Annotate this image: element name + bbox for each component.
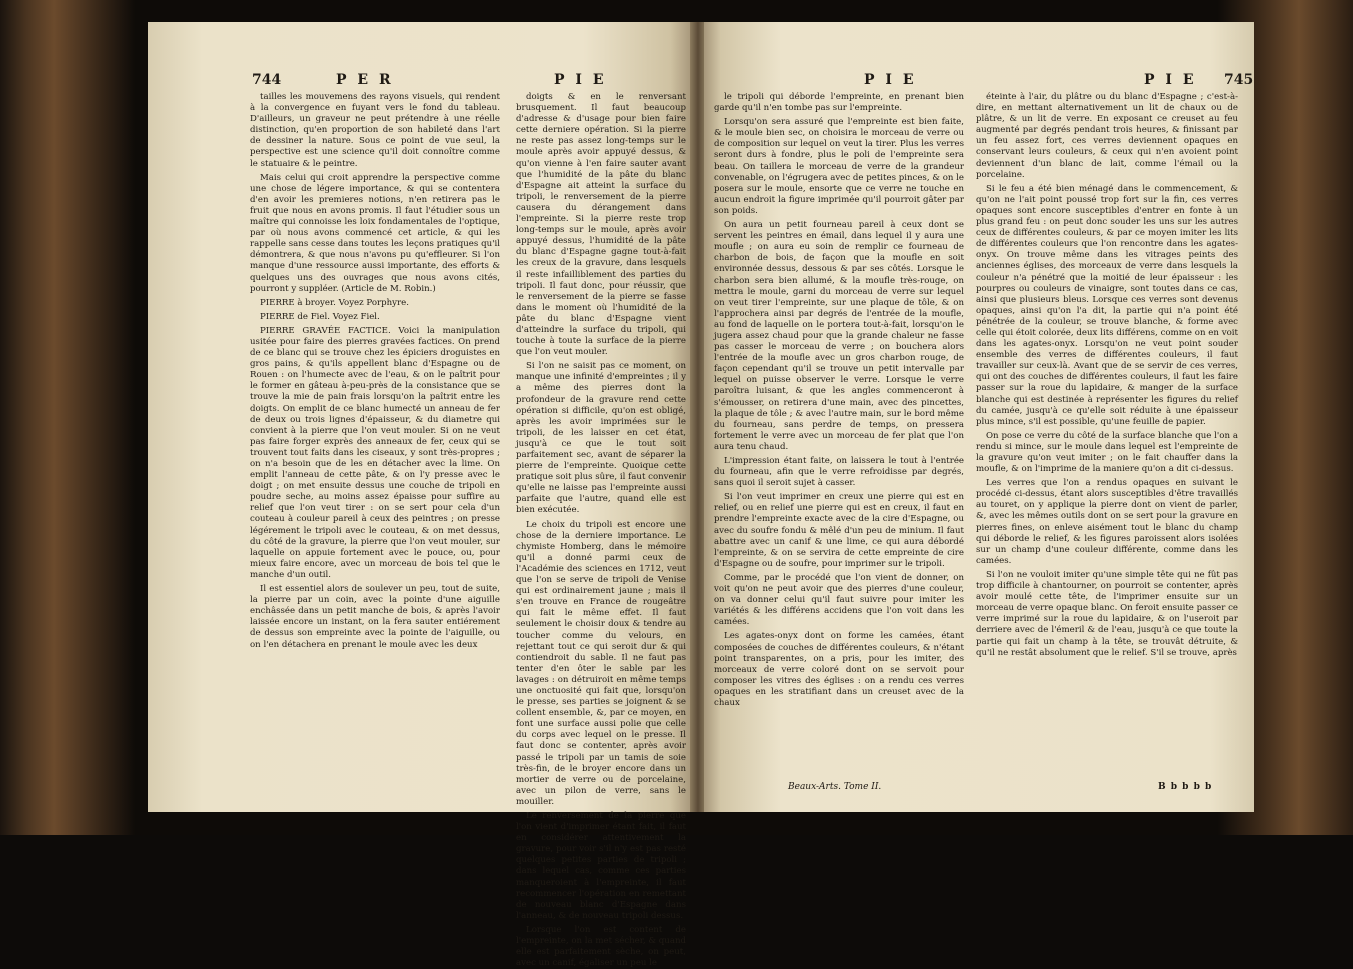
running-head-left-col2: P I E [554,72,607,88]
right-page-column-2 [976,92,1238,782]
right-page-column-1 [714,92,964,782]
running-head-right-col1: P I E [864,72,917,88]
paragraph: Lorsque l'on est content de l'empreinte, on la met sécher, & quand elle est parfaitement sèche, on peut, avec un canif, égaliser un peu le [516,924,686,969]
paragraph: Comme, par le procédé que l'on vient de donner, on voit qu'on ne peut avoir que des pierres d'une couleur, on va donner celui qu'il faut suivre pour imiter les variétés & les différens accidens que l'on voit dans les camées. [714,572,964,628]
paragraph: On pose ce verre du côté de la surface blanche que l'on a rendu si mince, sur le moule dans lequel est l'empreinte de la gravure qu'on veut imiter ; on le fait chauffer dans la moufle, & on l'imprime de la maniere qu'on a dit ci-dessus. [976,430,1238,475]
paragraph: On aura un petit fourneau pareil à ceux dont se servent les peintres en émail, dans lequel il y aura une moufle ; on aura eu soin de remplir ce fourneau de charbon de bois, de façon que la moufle en soit environnée dessus, dessous & par ses côtés. Lorsque le charbon sera bien allumé, & la moufle très-rouge, on mettra le moule, garni du morceau de verre sur lequel on veut tirer l'empreinte, sur une plaque de tôle, & on l'approchera ainsi par degrés de l'entrée de la moufle, au fond de laquelle on le portera tout-à-fait, lorsqu'on le jugera assez chaud pour que la grande chaleur ne fasse pas casser le morceau de verre ; on bouchera alors l'entrée de la moufle avec un gros charbon rouge, de façon cependant qu'il se trouve un petit intervalle par lequel on puisse observer le verre. Lorsque le verre paroîtra luisant, & que les angles commenceront à s'émousser, on retirera d'une main, avec des pincettes, la plaque de tôle ; & avec l'autre main, sur le bord même du fourneau, sans perdre de temps, on pressera fortement le verre avec un morceau de fer plat que l'on aura tenu chaud. [714,220,964,452]
paragraph: L'impression étant faite, on laissera le tout à l'entrée du fourneau, afin que le verre refroidisse par degrés, sans quoi il seroit sujet à casser. [714,456,964,489]
paragraph: Mais celui qui croit apprendre la perspective comme une chose de légere importance, & qui se contentera d'en avoir les premieres notions, n'en retirera pas le fruit que nous en avons promis. Il faut l'étudier sous un maître qui connoisse les loix fondamentales de l'optique, par où nous avons commencé cet article, & qui les rappelle sans cesse dans toutes les leçons pratiques qu'il démontrera, & que nous n'avons pu qu'effleurer. Si l'on manque d'une ressource aussi importante, des efforts & quelques uns des ouvrages que nous avons cités, pourront y suppléer. (Article de M. Robin.) [250,172,500,294]
running-head-left-col1: P E R [336,72,394,88]
right-page [704,22,1254,812]
paragraph: Les verres que l'on a rendus opaques en suivant le procédé ci-dessus, étant alors susceptibles d'être travaillés au touret, on y applique la pierre dont on vient de parler, &, avec les mêmes outils dont on se sert pour la gravure en pierres fines, on enleve aisément tout le blanc du champ qui déborde le relief, & les figures paroissent alors isolées sur un champ d'une couleur différente, comme dans les camées. [976,478,1238,566]
paragraph: Les agates-onyx dont on forme les camées, étant composées de couches de différentes couleurs, & n'étant point transparentes, on a pris, pour les imiter, des morceaux de verre coloré dont on se servoit pour composer les vitres des églises : on a rendu ces verres opaques en les stratifiant dans un creuset avec de la chaux [714,631,964,708]
paragraph: Le choix du tripoli est encore une chose de la derniere importance. Le chymiste Homberg, dans le mémoire qu'il a donné parmi ceux de l'Académie des sciences en 1712, veut que l'on se serve de tripoli de Venise qui est ordinairement jaune ; mais il s'en trouve en France de rougeâtre qui fait le même effet. Il faut seulement le choisir doux & tendre au toucher comme du velours, en rejettant tout ce qui seroit dur & qui contiendroit du sable. Il ne faut pas tenter d'en ôter le sable par les lavages : on détruiroit en même temps une onctuosité qui fait que, lorsqu'on le presse, ses parties se joignent & se collent ensemble, &, par ce moyen, en font une surface aussi polie que celle du corps avec lequel on le presse. Il faut donc se contenter, après avoir passé le tripoli par un tamis de soie très-fin, de le broyer encore dans un mortier de verre ou de porcelaine, avec un pilon de verre, sans le mouiller. [516,519,686,807]
left-page [148,22,692,969]
paragraph: Si le feu a été bien ménagé dans le commencement, & qu'on ne l'ait point poussé trop fort sur la fin, ces verres opaques sont encore susceptibles d'entrer en fonte à un plus grand feu : on peut donc souder les uns sur les autres ceux de différentes couleurs, & par ce moyen imiter les lits de différentes couleurs que l'on rencontre dans les agates-onyx. On trouve même dans les vitrages peints des anciennes églises, des morceaux de verre dans lesquels la couleur n'a pénétré que la moitié de leur épaisseur : les pourpres ou couleurs de vinaigre, sont toutes dans ce cas, ainsi que plusieurs bleus. Lorsque ces verres sont devenus opaques, ainsi qu'on l'a dit, la partie qui n'a point été pénétrée de la couleur, se trouve blanche, & forme avec celle qui étoit colorée, deux lits différens, comme on en voit dans les agates-onyx. Lorsqu'on ne veut point souder ensemble des verres de différentes couleurs, il faut travailler sur ceux-là. Avant que de se servir de ces verres, qui ont des couches de différentes couleurs, il faut les faire passer sur la roue du lapidaire, & manger de la surface blanche qui est destinée à représenter les figures du relief du camée, jusqu'à ce qu'elle soit réduite à une épaisseur plus mince, s'il est possible, qu'une feuille de papier. [976,183,1238,427]
left-page-column-1 [250,92,500,782]
paragraph: PIERRE de Fiel. Voyez Fiel. [260,311,380,322]
paragraph: doigts & en le renversant brusquement. Il faut beaucoup d'adresse & d'usage pour bien faire cette derniere opération. Si la pierre ne reste pas assez long-temps sur le moule après avoir appuyé dessus, & qu'on vienne à l'en faire sauter avant que l'humidité de la pâte du blanc d'Espagne ait atteint la surface du tripoli, le renversement de la pierre causera du dérangement dans l'empreinte. Si la pierre reste trop long-temps sur le moule, après avoir appuyé dessus, l'humidité de la pâte du blanc d'Espagne gagne tout-à-fait les creux de la gravure, dans lesquels il reste infailliblement des parties du tripoli. Il faut donc, pour réussir, que le renversement de la pierre se fasse dans le moment où l'humidité de la pâte du blanc d'Espagne vient d'atteindre la surface du tripoli, qui touche à toute la surface de la pierre que l'on veut mouler. [516,92,686,358]
paragraph: éteinte à l'air, du plâtre ou du blanc d'Espagne ; c'est-à-dire, en mettant alternativement un lit de chaux ou de plâtre, & un lit de verre. En exposant ce creuset au feu augmenté par degrés pendant trois heures, & finissant par un feu assez fort, ces verres deviennent opaques en conservant leurs couleurs, & ceux qui n'en avoient point deviennent d'un blanc de lait, comme l'émail ou la porcelaine. [976,92,1238,180]
paragraph: PIERRE GRAVÉE FACTICE. Voici la manipulation usitée pour faire des pierres gravées factices. On prend de ce blanc qui se trouve chez les épiciers droguistes en gros pains, & qu'ils appellent blanc d'Espagne ou de Rouen : on l'humecte avec de l'eau, & on le paîtrit pour le former en gâteau à-peu-près de la consistance que se trouve la mie de pain frais lorsqu'on la paîtrit entre les doigts. On emplit de ce blanc humecté un anneau de fer de deux ou trois lignes d'épaisseur, & du diametre qui convient à la pierre que l'on veut mouler. Si on ne veut pas faire forger exprès des anneaux de fer, ceux qui se trouvent tout faits dans les ciseaux, y sont très-propres ; on n'a besoin que de les en détacher avec la lime. On emplit l'anneau de cette pâte, & on l'y presse avec le doigt ; on met ensuite dessus une couche de tripoli en poudre seche, au moins assez épaisse pour suffire au relief que l'on veut tirer : on se sert pour cela d'un couteau à couleur pareil à ceux des peintres ; on presse légérement le tripoli avec le couteau, & on met dessus, du côté de la gravure, la pierre que l'on veut mouler, sur laquelle on appuie fortement avec le pouce, ou, pour mieux faire encore, avec un morceau de bois tel que le manche d'un outil. [250,325,500,580]
running-head-right-col2: P I E [1144,72,1197,88]
paragraph: Si l'on veut imprimer en creux une pierre qui est en relief, ou en relief une pierre qui est en creux, il faut en prendre l'empreinte exacte avec de la cire d'Espagne, ou avec du soufre fondu & mêlé d'un peu de minium. Il faut abattre avec un canif & une lime, ce qui aura débordé l'empreinte, & on se servira de cette empreinte de cire d'Espagne ou de soufre, pour imprimer sur le tripoli. [714,492,964,569]
paragraph: Si l'on ne vouloit imiter qu'une simple tête qui ne fût pas trop difficile à chantourner, on pourroit se contenter, après avoir moulé cette tête, de l'imprimer ensuite sur un morceau de verre opaque blanc. On feroit ensuite passer ce verre imprimé sur la roue du lapidaire, & on l'useroit par derriere avec de l'émeril & de l'eau, jusqu'à ce que toute la partie qui fait un champ à la tête, se trouvât détruite, & qu'il ne restât absolument que le relief. S'il se trouve, après [976,569,1238,658]
left-page-column-2 [516,92,686,969]
paragraph: Il est essentiel alors de soulever un peu, tout de suite, la pierre par un coin, avec la pointe d'une aiguille enchâssée dans un petit manche de bois, & après l'avoir laissée encore un instant, on la fera sauter entiérement de dessus son empreinte avec la pointe de l'aiguille, ou on l'en détachera en prenant le moule avec les deux [250,584,500,650]
paragraph: PIERRE à broyer. Voyez Porphyre. [260,297,409,308]
paragraph: Le renversement de la pierre que l'on vient d'imprimer étant fait, il faut en considérer attentivement la gravure, pour voir s'il n'y est pas resté quelques petites parties de tripoli ; dans lequel cas, comme ces parties manqueroient à l'empreinte, il faut recommencer l'opération en remettant de nouveau blanc d'Espagne dans l'anneau, & de nouveau tripoli dessus. [516,811,686,921]
paragraph: Lorsqu'on sera assuré que l'empreinte est bien faite, & le moule bien sec, on choisira le morceau de verre ou de composition sur lequel on veut la tirer. Plus les verres seront durs à fondre, plus le poli de l'empreinte sera beau. On taillera le morceau de verre de la grandeur convenable, on l'égrugera avec de petites pinces, & on le posera sur le moule, ensorte que ce verre ne touche en aucun endroit la figure imprimée qu'il pourroit gâter par son poids. [714,117,964,216]
paragraph: le tripoli qui déborde l'empreinte, en prenant bien garde qu'il n'en tombe pas sur l'empreinte. [714,92,964,114]
footer-title: Beaux-Arts. Tome II. [788,782,882,792]
paragraph: Si l'on ne saisit pas ce moment, on manque une infinité d'empreintes ; il y a même des pierres dont la profondeur de la gravure rend cette opération si difficile, qu'on est obligé, après les avoir imprimées sur le tripoli, de les laisser en cet état, jusqu'à ce que le tout soit parfaitement sec, avant de séparer la pierre de l'empreinte. Quoique cette pratique soit plus sûre, il faut convenir qu'elle ne laisse pas l'empreinte aussi parfaite que l'autre, quand elle est bien exécutée. [516,361,686,516]
signature-mark: B b b b b [1158,782,1213,792]
page-number-right: 745 [1224,72,1254,88]
paragraph: tailles les mouvemens des rayons visuels, qui rendent à la convergence en fuyant vers le fond du tableau. D'ailleurs, un graveur ne peut prétendre à une réelle distinction, qu'en proportion de son habileté dans l'art de dessiner la nature. Sous ce point de vue seul, la perspective est une science qu'il doit connoître comme le statuaire & le peintre. [250,92,500,169]
page-number-left: 744 [252,72,282,88]
